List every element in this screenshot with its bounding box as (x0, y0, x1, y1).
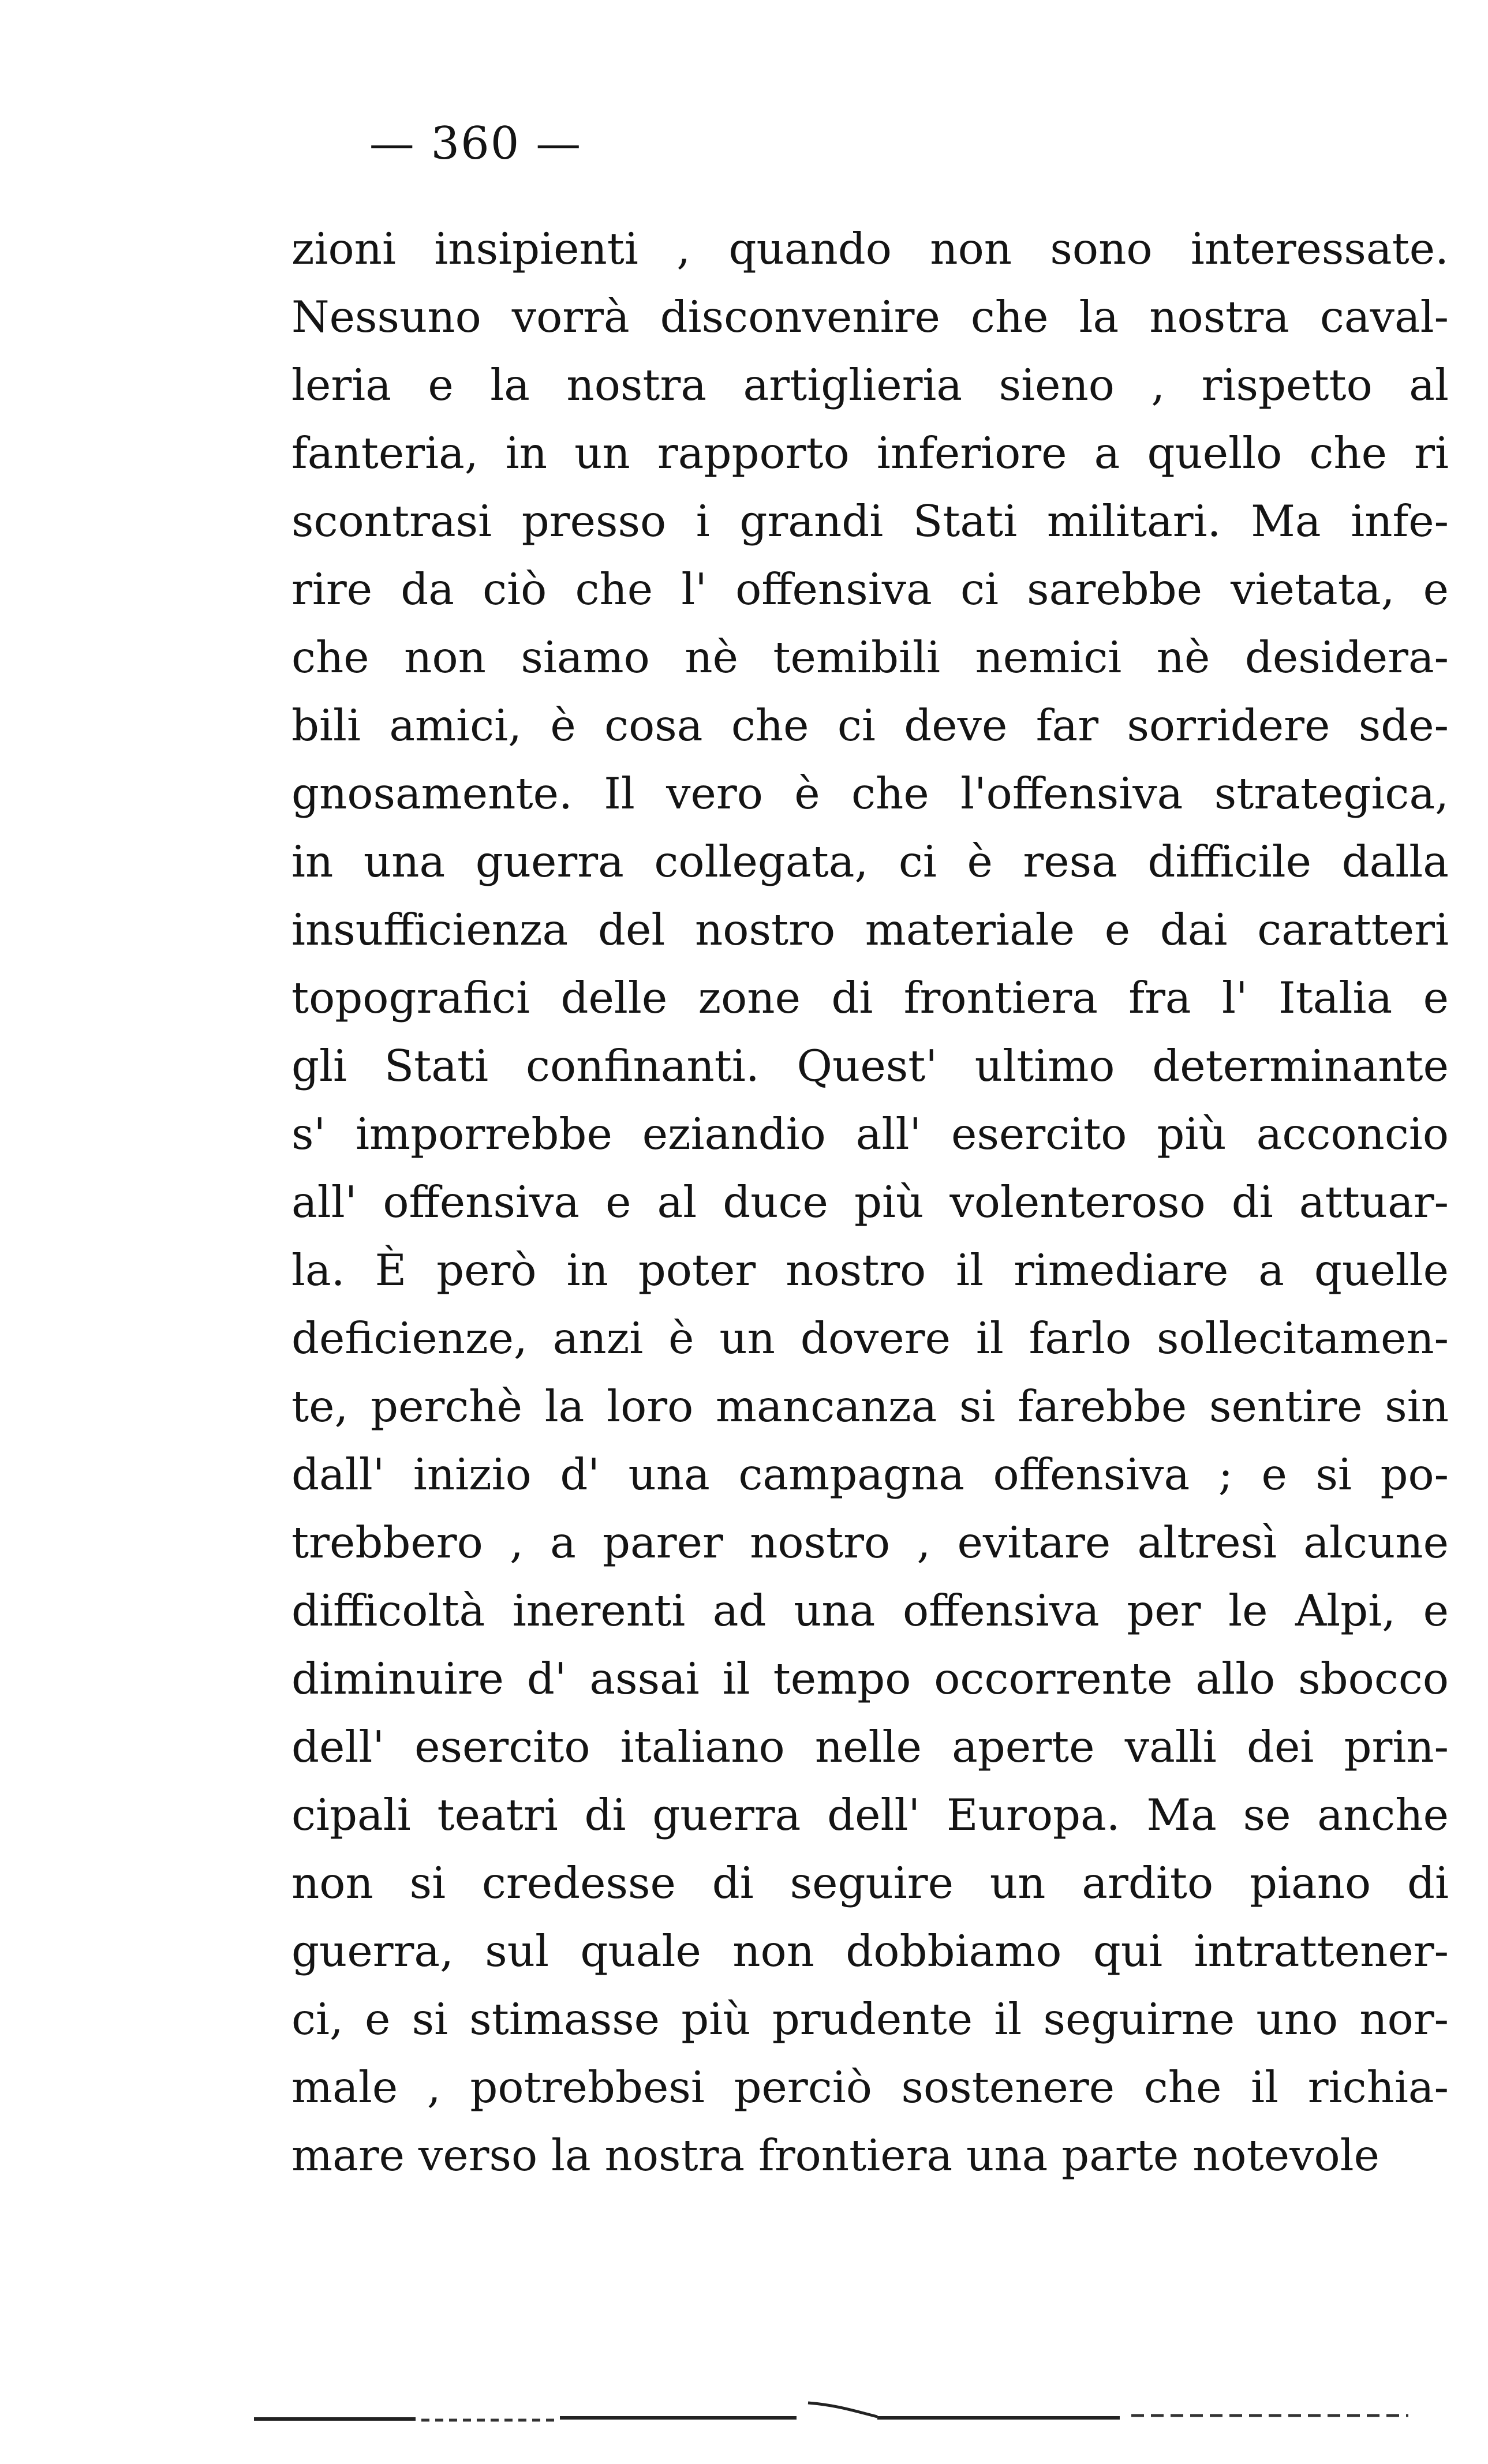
text-line: deficienze, anzi è un dovere il farlo sollecitamen- (291, 1313, 1449, 1364)
text-line: rire da ciò che l' offensiva ci sarebbe vietata, e (291, 564, 1449, 615)
text-line: gli Stati confinanti. Quest' ultimo determinante (291, 1040, 1449, 1091)
text-line: te, perchè la loro mancanza si farebbe sentire sin (291, 1381, 1449, 1432)
page-number: — 360 — (369, 118, 582, 170)
text-line: ci, e si stimasse più prudente il seguirne uno nor- (291, 1994, 1449, 2044)
text-line: trebbero , a parer nostro , evitare altresì alcune (291, 1517, 1449, 1568)
text-line: dall' inizio d' una campagna offensiva ; e si po- (291, 1449, 1449, 1500)
text-line: male , potrebbesi perciò sostenere che il richia- (291, 2062, 1449, 2113)
rule-flourish (808, 2403, 877, 2417)
text-line: mare verso la nostra frontiera una parte notevole (291, 2130, 1379, 2181)
text-line: gnosamente. Il vero è che l'offensiva strategica, (291, 768, 1449, 819)
text-line: Nessuno vorrà disconvenire che la nostra caval- (291, 291, 1449, 342)
text-line: topografici delle zone di frontiera fra l' Italia e (291, 972, 1449, 1023)
bottom-rule (254, 2395, 1420, 2429)
body-text (291, 215, 1449, 2189)
text-line: cipali teatri di guerra dell' Europa. Ma se anche (291, 1789, 1449, 1840)
text-line: che non siamo nè temibili nemici nè desidera- (291, 632, 1449, 683)
text-line: difficoltà inerenti ad una offensiva per le Alpi, e (291, 1585, 1449, 1636)
text-line: in una guerra collegata, ci è resa difficile dalla (291, 836, 1449, 887)
text-line: insufficienza del nostro materiale e dai caratteri (291, 904, 1449, 955)
text-line: zioni insipienti , quando non sono interessate. (291, 223, 1449, 274)
text-line: leria e la nostra artiglieria sieno , rispetto al (291, 360, 1449, 410)
text-line: bili amici, è cosa che ci deve far sorridere sde- (291, 700, 1449, 751)
text-line: dell' esercito italiano nelle aperte valli dei prin- (291, 1721, 1449, 1772)
text-line: la. È però in poter nostro il rimediare a quelle (291, 1245, 1449, 1295)
text-line: s' imporrebbe eziandio all' esercito più acconcio (291, 1109, 1449, 1159)
text-line: fanteria, in un rapporto inferiore a quello che ri (291, 428, 1449, 478)
text-line: guerra, sul quale non dobbiamo qui intrattener- (291, 1926, 1449, 1976)
text-line: non si credesse di seguire un ardito piano di (291, 1858, 1449, 1908)
text-line: diminuire d' assai il tempo occorrente allo sbocco (291, 1653, 1449, 1704)
text-line: all' offensiva e al duce più volenteroso di attuar- (291, 1177, 1449, 1227)
text-line: scontrasi presso i grandi Stati militari. Ma infe- (291, 496, 1449, 546)
